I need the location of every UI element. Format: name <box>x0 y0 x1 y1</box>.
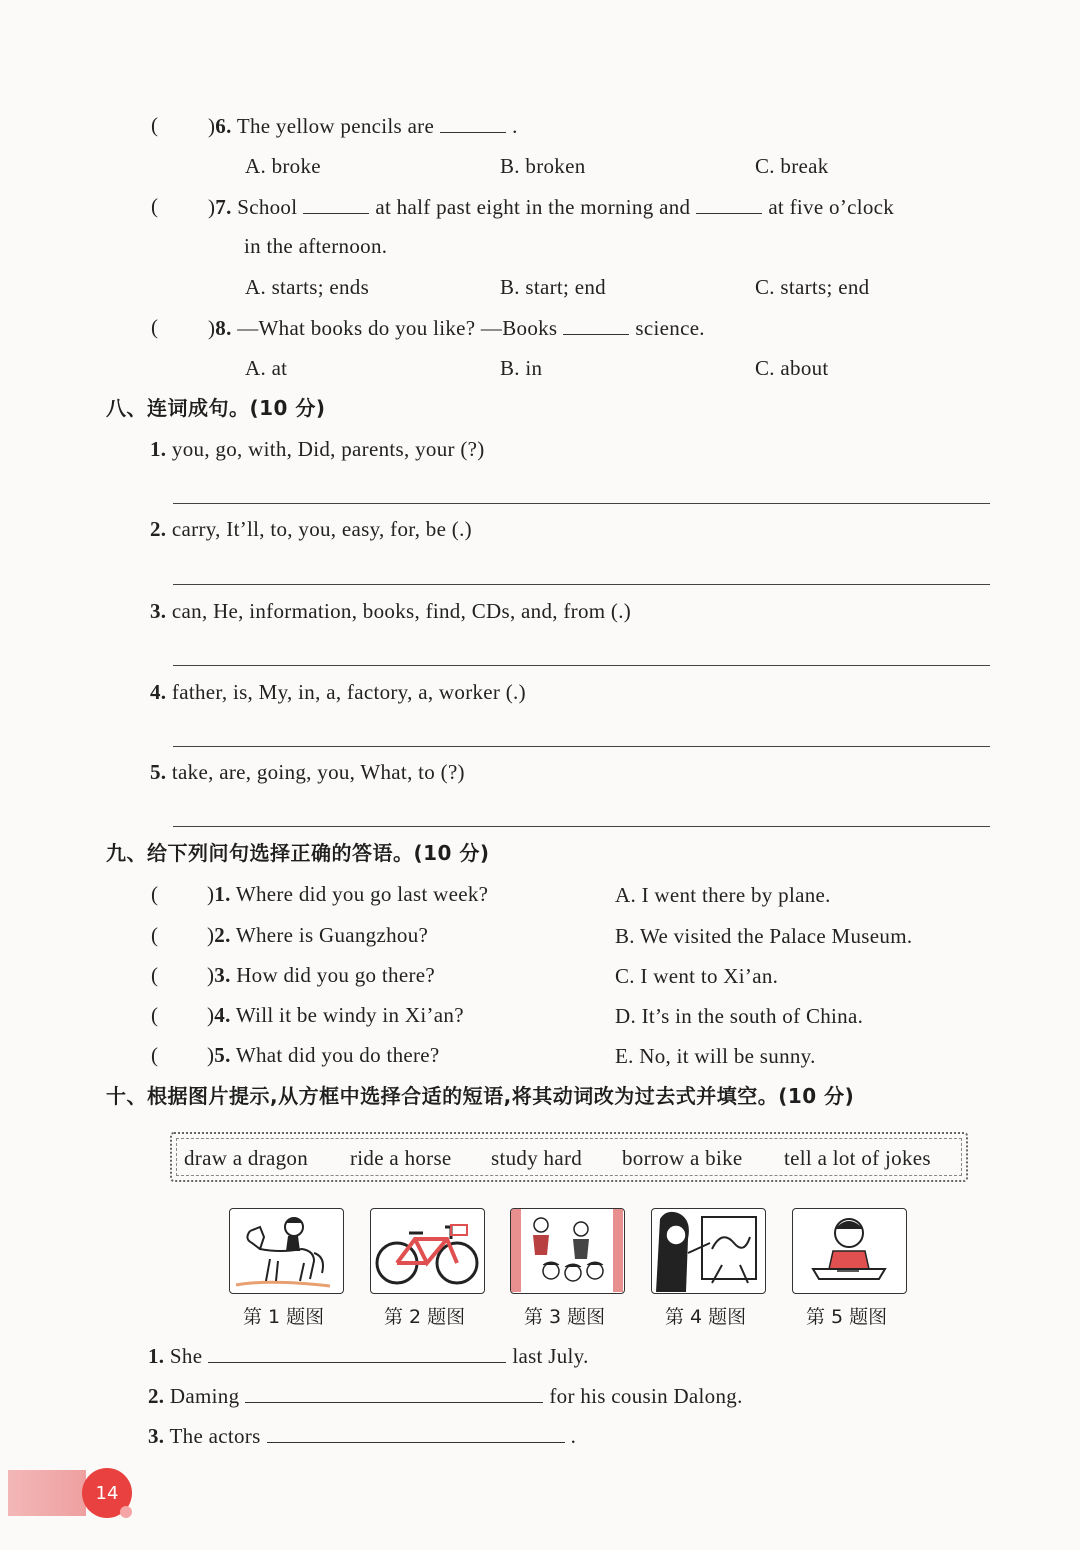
s10-item-2-number: 2. <box>148 1384 165 1408</box>
s9-answer-e: E. No, it will be sunny. <box>615 1044 816 1068</box>
s10-item-1-after: last July. <box>512 1344 589 1368</box>
s8-item-3 <box>150 598 631 624</box>
s8-answer-line-3[interactable] <box>173 665 990 666</box>
picture-4-girl-drawing <box>651 1208 766 1294</box>
q8-paren-close: ) <box>208 316 216 340</box>
phrase-5: tell a lot of jokes <box>784 1146 931 1170</box>
section9-heading: 九、给下列问句选择正确的答语。(10 分) <box>106 841 490 865</box>
q6-option-b: B. broken <box>500 154 586 178</box>
s9-q3-text: How did you go there? <box>236 963 435 987</box>
q7-option-c: C. starts; end <box>755 275 870 299</box>
s9-q2 <box>207 922 428 948</box>
s8-item-5-text: take, are, going, you, What, to (?) <box>171 760 465 784</box>
q6-option-a: A. broke <box>245 154 321 178</box>
q7-number: 7. <box>215 195 232 219</box>
s8-item-4 <box>150 679 526 705</box>
s9-q5-close: ) <box>207 1043 215 1067</box>
s9-answer-b: B. We visited the Palace Museum. <box>615 924 913 948</box>
phrase-1: draw a dragon <box>184 1146 309 1170</box>
s10-item-3-blank[interactable] <box>267 1422 565 1443</box>
section8-heading: 八、连词成句。(10 分) <box>106 396 326 420</box>
s9-q5 <box>207 1042 440 1068</box>
s10-item-1-before: She <box>169 1344 203 1368</box>
s9-q5-paren: ( <box>151 1043 159 1067</box>
s9-answer-a: A. I went there by plane. <box>615 883 831 907</box>
q7-option-a: A. starts; ends <box>245 275 370 299</box>
drawing-illustration <box>652 1209 764 1292</box>
q8-number: 8. <box>215 316 232 340</box>
s10-item-2-after: for his cousin Dalong. <box>549 1384 743 1408</box>
s10-item-2-before: Daming <box>169 1384 240 1408</box>
s8-item-4-text: father, is, My, in, a, factory, a, worker (.) <box>171 680 526 704</box>
s9-q4-text: Will it be windy in Xi’an? <box>235 1003 464 1027</box>
s8-answer-line-1[interactable] <box>173 503 990 504</box>
s8-item-5 <box>150 759 465 785</box>
s8-item-5-number: 5. <box>150 760 167 784</box>
s9-q1-text: Where did you go last week? <box>235 882 489 906</box>
s10-item-3-before: The actors <box>169 1424 261 1448</box>
phrase-4: borrow a bike <box>622 1146 743 1170</box>
q6-paren-close: ) <box>208 114 216 138</box>
s10-item-2-blank[interactable] <box>245 1382 543 1403</box>
q7-paren-open: ( <box>151 194 159 218</box>
caption-3: 第 3 题图 <box>524 1306 606 1328</box>
s8-answer-line-2[interactable] <box>173 584 990 585</box>
q7-blank-2[interactable] <box>696 193 762 214</box>
caption-2: 第 2 题图 <box>384 1306 466 1328</box>
q7-text-c: at five o’clock <box>768 195 895 219</box>
s9-q4-paren: ( <box>151 1003 159 1027</box>
picture-3-actors-on-stage <box>510 1208 625 1294</box>
s10-item-2 <box>148 1382 743 1409</box>
s8-item-4-number: 4. <box>150 680 167 704</box>
q7-text-b: at half past eight in the morning and <box>375 195 691 219</box>
s9-q5-number: 5. <box>214 1043 231 1067</box>
s9-q4-number: 4. <box>214 1003 231 1027</box>
page-number-dot <box>120 1506 132 1518</box>
bike-illustration <box>371 1209 483 1292</box>
s9-q5-text: What did you do there? <box>235 1043 440 1067</box>
s8-item-2 <box>150 516 472 542</box>
studying-illustration <box>793 1209 905 1292</box>
q6-line <box>208 112 518 139</box>
s9-q4 <box>207 1002 464 1028</box>
q7-text-a: School <box>237 195 298 219</box>
phrase-2: ride a horse <box>350 1146 452 1170</box>
q8-paren-open: ( <box>151 315 159 339</box>
section10-heading: 十、根据图片提示,从方框中选择合适的短语,将其动词改为过去式并填空。(10 分) <box>106 1084 855 1108</box>
s10-item-1 <box>148 1342 589 1369</box>
q8-option-b: B. in <box>500 356 543 380</box>
s10-item-3-number: 3. <box>148 1424 165 1448</box>
q6-option-c: C. break <box>755 154 829 178</box>
s9-q4-close: ) <box>207 1003 215 1027</box>
q6-text: The yellow pencils are <box>236 114 435 138</box>
page-number-bar <box>8 1470 86 1516</box>
s8-item-1 <box>150 436 485 462</box>
s9-q2-text: Where is Guangzhou? <box>235 923 429 947</box>
q6-number: 6. <box>215 114 232 138</box>
q7-option-b: B. start; end <box>500 275 606 299</box>
q8-blank[interactable] <box>563 314 629 335</box>
s8-item-2-number: 2. <box>150 517 167 541</box>
s10-item-3 <box>148 1422 576 1449</box>
s9-answer-c: C. I went to Xi’an. <box>615 964 779 988</box>
s10-item-3-after: . <box>570 1424 577 1448</box>
phrase-3: study hard <box>491 1146 583 1170</box>
q8-text-a: —What books do you like? —Books <box>237 316 558 340</box>
s9-q1-close: ) <box>207 882 215 906</box>
horse-rider-illustration <box>230 1209 342 1292</box>
q7-paren-close: ) <box>208 195 216 219</box>
s9-q1 <box>207 881 488 907</box>
s10-item-1-blank[interactable] <box>208 1342 506 1363</box>
s8-answer-line-5[interactable] <box>173 826 990 827</box>
s9-q2-paren: ( <box>151 923 159 947</box>
q8-text-b: science. <box>635 316 705 340</box>
s9-q3-close: ) <box>207 963 215 987</box>
s9-q3-paren: ( <box>151 963 159 987</box>
q7-line2: in the afternoon. <box>244 234 388 258</box>
s9-q3 <box>207 962 435 988</box>
picture-5-boy-studying <box>792 1208 907 1294</box>
s8-item-1-number: 1. <box>150 437 167 461</box>
s9-q1-number: 1. <box>214 882 231 906</box>
q7-blank-1[interactable] <box>303 193 369 214</box>
q6-end: . <box>512 114 518 138</box>
s8-item-2-text: carry, It’ll, to, you, easy, for, be (.) <box>171 517 472 541</box>
s9-q2-number: 2. <box>214 923 231 947</box>
s10-item-1-number: 1. <box>148 1344 165 1368</box>
picture-2-bike <box>370 1208 485 1294</box>
q8-option-c: C. about <box>755 356 829 380</box>
s9-q2-close: ) <box>207 923 215 947</box>
q7-line <box>208 193 894 220</box>
page-number: 14 <box>82 1468 132 1518</box>
caption-5: 第 5 题图 <box>806 1306 888 1328</box>
s8-item-3-text: can, He, information, books, find, CDs, and, from (.) <box>171 599 632 623</box>
picture-1-girl-riding-horse <box>229 1208 344 1294</box>
s9-q1-paren: ( <box>151 882 159 906</box>
s8-item-3-number: 3. <box>150 599 167 623</box>
s8-answer-line-4[interactable] <box>173 746 990 747</box>
actors-illustration <box>511 1209 623 1292</box>
q6-paren-open: ( <box>151 113 159 137</box>
q8-option-a: A. at <box>245 356 288 380</box>
s8-item-1-text: you, go, with, Did, parents, your (?) <box>171 437 485 461</box>
q8-line <box>208 314 705 341</box>
caption-1: 第 1 题图 <box>243 1306 325 1328</box>
s9-q3-number: 3. <box>214 963 231 987</box>
s9-answer-d: D. It’s in the south of China. <box>615 1004 864 1028</box>
caption-4: 第 4 题图 <box>665 1306 747 1328</box>
q6-blank[interactable] <box>440 112 506 133</box>
